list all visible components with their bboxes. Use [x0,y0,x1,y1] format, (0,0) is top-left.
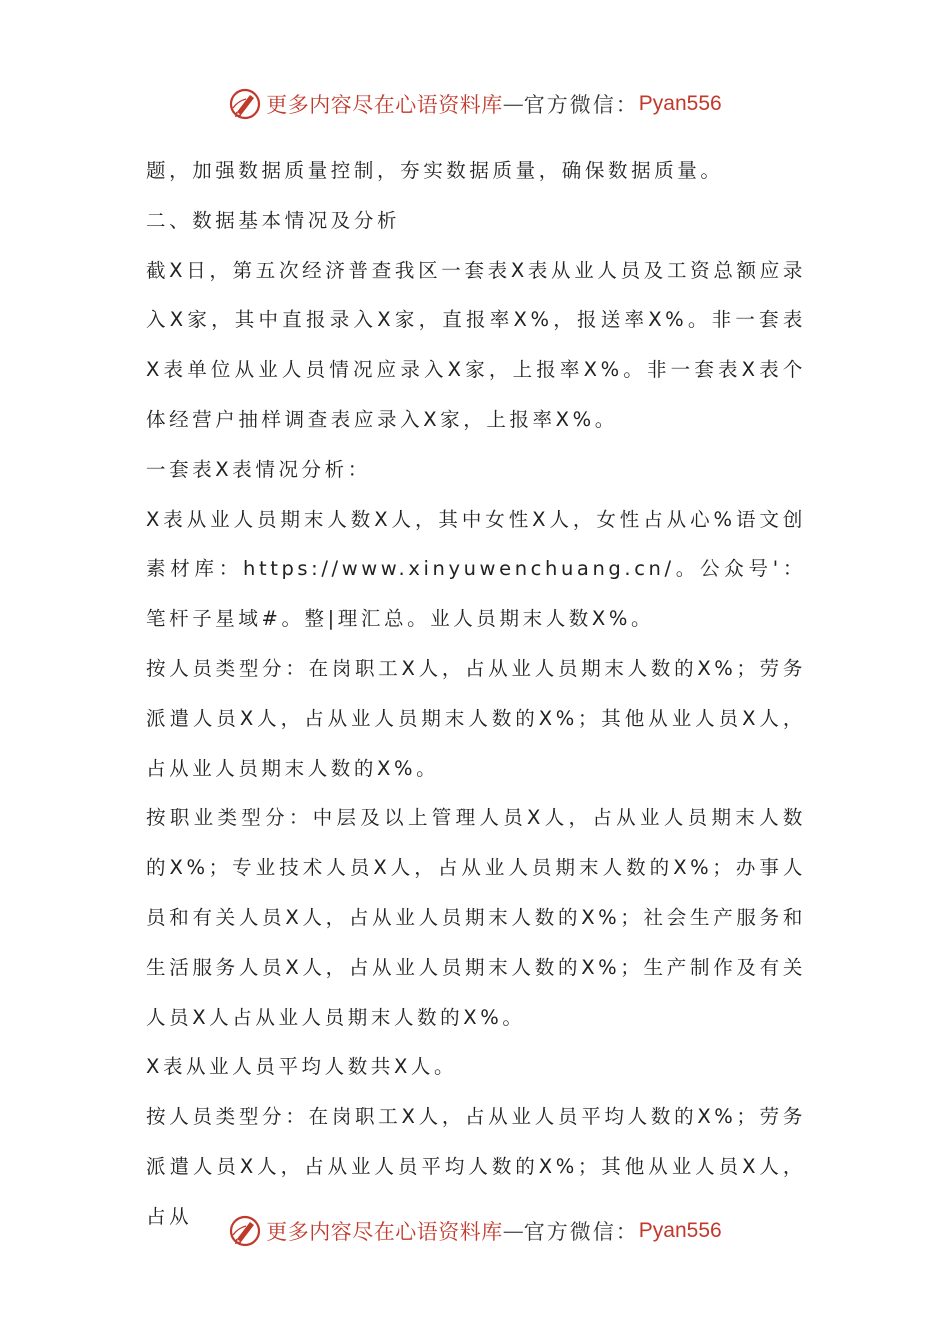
banner-wechat-label: 官方微信： [523,93,639,117]
paragraph: X表从业人员平均人数共X人。 [146,1055,458,1079]
banner-separator: — [502,1219,524,1243]
pen-logo-icon [228,87,262,121]
paragraph: 截X日，第五次经济普查我区一套表X表从业人员及工资总额应录入X家，其中直报录入X家，直报率X%，报送率X%。非一套表X表单位从业人员情况应录入X家，上报率X%。非一套表X表个体经营户抽样调查表应录入X家，上报率X%。 [146,258,806,431]
document-body [146,146,806,1242]
paragraph: 按人员类型分：在岗职工X人，占从业人员平均人数的X%；劳务派遣人员X人，占从业人员平均人数的X%；其他从业人员X人，占从 [146,1105,806,1228]
subsection-heading: 一套表X表情况分析： [146,457,371,481]
banner-main-text: 更多内容尽在心语资料库 [266,93,503,117]
banner-wechat-id: Pyan556 [638,1219,722,1242]
paragraph: 按人员类型分：在岗职工X人，占从业人员期末人数的X%；劳务派遣人员X人，占从业人员期末人数的X%；其他从业人员X人，占从业人员期末人数的X%。 [146,656,806,780]
footer-banner [0,1211,950,1251]
banner-separator: — [502,92,524,116]
paragraph: 题，加强数据质量控制，夯实数据质量，确保数据质量。 [146,159,724,182]
banner-wechat-id: Pyan556 [638,92,722,115]
paragraph: 按职业类型分：中层及以上管理人员X人，占从业人员期末人数的X%；专业技术人员X人，占从业人员期末人数的X%；办事人员和有关人员X人，占从业人员期末人数的X%；社会生产服务和生活服务人员X人，占从业人员期末人数的X%；生产制作及有关人员X人占从业人员期末人数的X%。 [146,806,806,1029]
section-heading: 二、数据基本情况及分析 [146,208,401,232]
header-banner [0,84,950,124]
banner-wechat-label: 官方微信： [523,1220,639,1244]
paragraph: X表从业人员期末人数X人，其中女性X人，女性占从心%语文创素材库：https://www.xinyuwenchuang.cn/。公众号'：笔杆子星域#。整|理汇总。业人员期末人数X%。 [146,507,806,631]
banner-main-text: 更多内容尽在心语资料库 [266,1220,503,1244]
pen-logo-icon [228,1214,262,1248]
